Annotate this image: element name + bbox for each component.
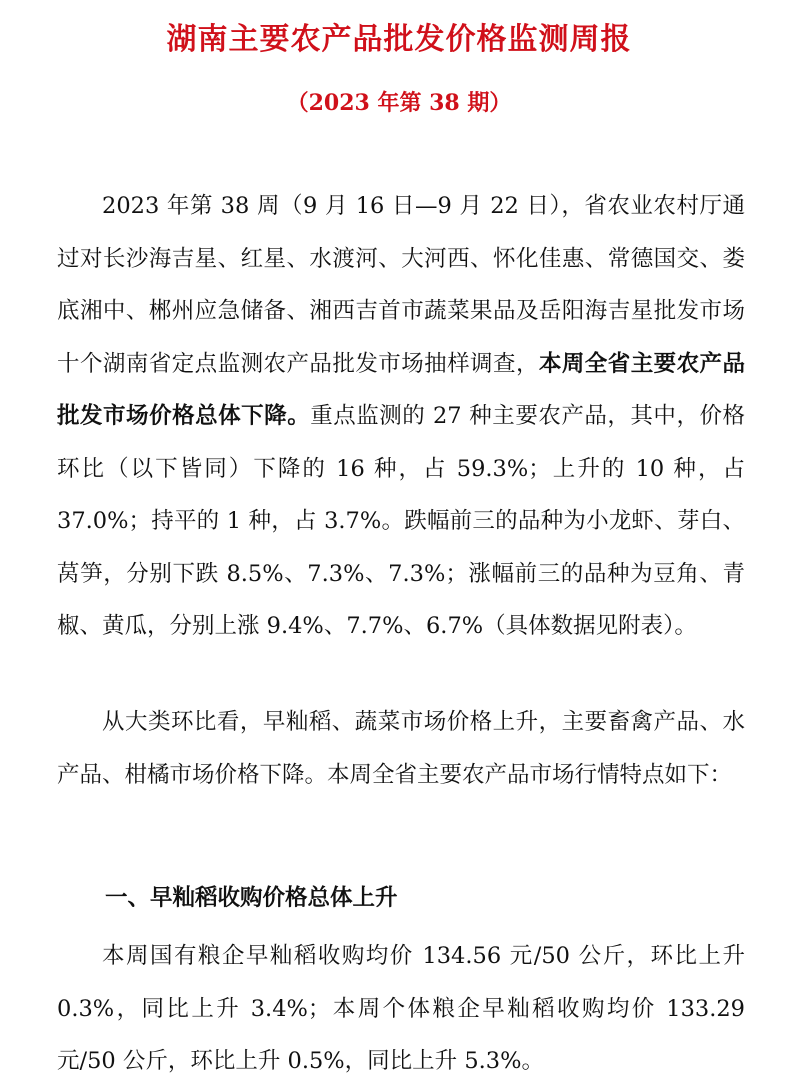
rice-price-paragraph: 本周国有粮企早籼稻收购均价 134.56 元/50 公斤，环比上升 0.3%，同比上升 3.4%；本周个体粮企早籼稻收购均价 133.29 元/50 公斤，环比上升 0.5%，同比上升 5.3%。: [57, 943, 745, 1074]
intro-text-a: 2023 年第 38 周（9 月 16 日—9 月 22 日），省农业农村厅通过对长沙海吉星、红星、水渡河、大河西、怀化佳惠、常德国交、娄底湘中、郴州应急储备、湘西吉首市蔬菜果品及岳阳海吉星批发市场十个湖南省定点监测农产品批发市场抽样调查，: [57, 193, 745, 377]
category-summary-paragraph: 从大类环比看，早籼稻、蔬菜市场价格上升，主要畜禽产品、水产品、柑橘市场价格下降。本周全省主要农产品市场行情特点如下：: [57, 709, 745, 788]
report-issue-subtitle: （2023 年第 38 期）: [286, 90, 512, 116]
intro-text-b: 重点监测的 27 种主要农产品，其中，价格环比（以下皆同）下降的 16 种，占 59.3%；上升的 10 种，占 37.0%；持平的 1 种，占 3.7%。跌幅前三的品种为小龙虾、芽白、莴笋，分别下跌 8.5%、7.3%、7.3%；涨幅前三的品种为豆角、青椒、黄瓜，分别上涨 9.4%、7.7%、6.7%（具体数据见附表）。: [57, 403, 745, 639]
section-heading-rice: 一、早籼稻收购价格总体上升: [105, 885, 398, 911]
report-title: 湖南主要农产品批发价格监测周报: [166, 22, 632, 57]
intro-bold-summary: 本周全省主要农产品批发市场价格总体下降。: [57, 350, 745, 429]
intro-paragraph: [57, 180, 745, 653]
